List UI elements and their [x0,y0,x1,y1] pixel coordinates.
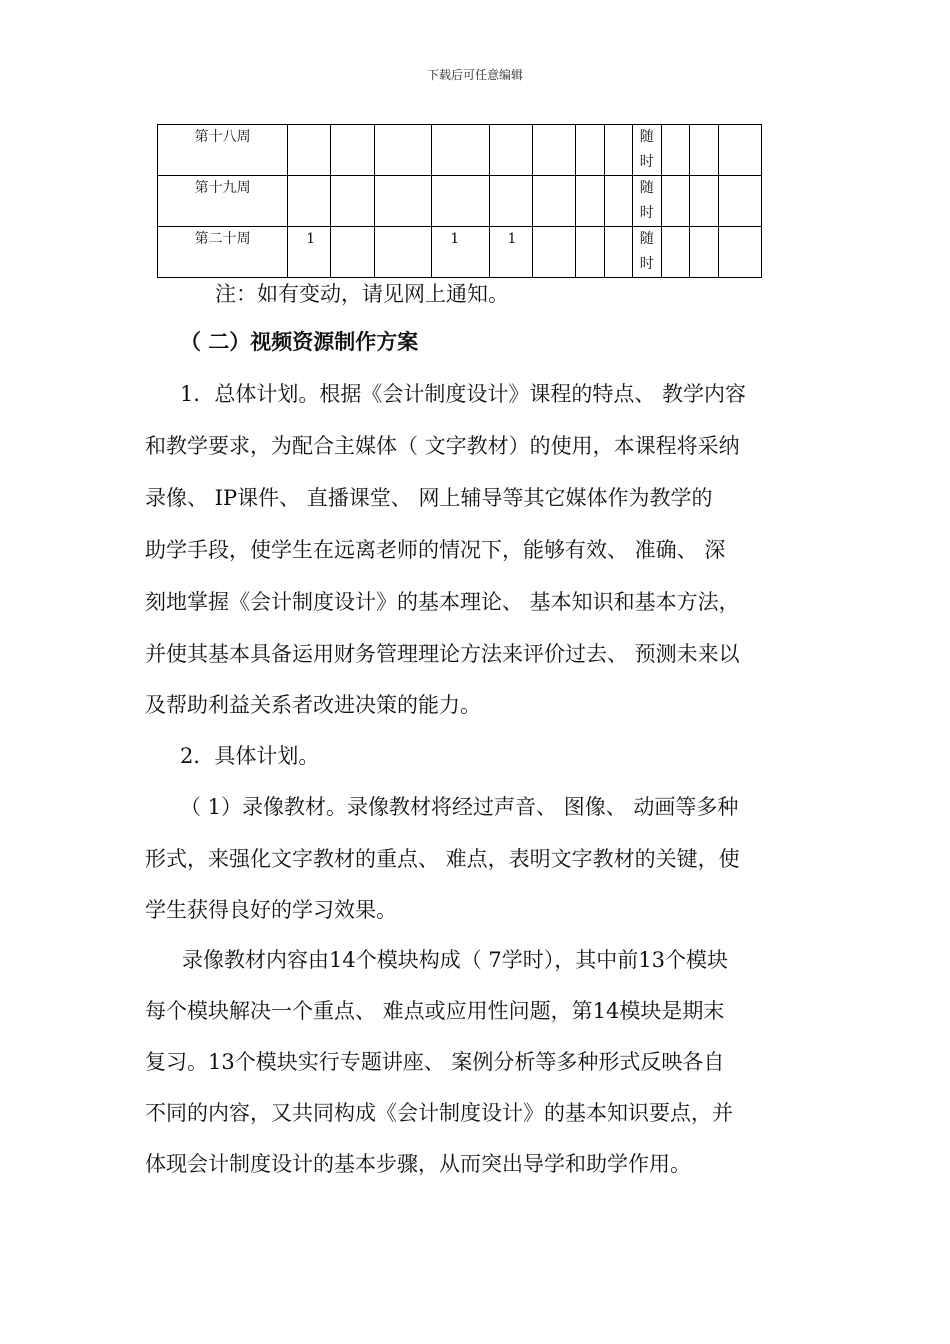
table-cell [604,227,632,278]
week-cell: 第二十周 [158,227,288,278]
table-row [158,125,762,176]
table-cell [689,125,718,176]
body-line: 刻地掌握《会计制度设计》的基本理论、 基本知识和基本方法， [145,590,740,614]
table-cell [718,227,761,278]
table-cell [632,125,661,176]
table-row [158,227,762,278]
table-cell [632,176,661,227]
table-cell [331,227,375,278]
sui-char: 随 [639,180,654,196]
table-cell [689,227,718,278]
table-cell [575,125,604,176]
table-cell [718,176,761,227]
shi-char: 时 [639,205,654,221]
table-cell [375,176,432,227]
week-cell: 第十九周 [158,176,288,227]
section-heading: （ 二）视频资源制作方案 [180,329,419,354]
table-cell [375,125,432,176]
sui-char: 随 [639,129,654,145]
table-cell [604,176,632,227]
table-cell [718,125,761,176]
table-cell [661,176,689,227]
table-cell [604,125,632,176]
table-cell [331,176,375,227]
body-line: 并使其基本具备运用财务管理理论方法来评价过去、 预测未来以 [145,642,740,666]
body-line: 录像教材内容由14个模块构成（ 7学时），其中前13个模块 [182,948,728,972]
table-cell [689,176,718,227]
table-cell [432,176,489,227]
shi-char: 时 [639,154,654,170]
table-row [158,176,762,227]
schedule-table [157,124,762,278]
table-cell [661,125,689,176]
body-line: 复习。13个模块实行专题讲座、 案例分析等多种形式反映各自 [145,1050,725,1074]
body-line: （ 1）录像教材。录像教材将经过声音、 图像、 动画等多种 [180,795,739,819]
body-line: 助学手段，使学生在远离老师的情况下，能够有效、 准确、 深 [145,538,726,562]
table-cell: 1 [432,227,489,278]
table-note: 注：如有变动，请见网上通知。 [215,282,509,306]
table-cell [331,125,375,176]
sui-char: 随 [639,231,654,247]
table-cell: 1 [489,227,532,278]
table-cell [375,227,432,278]
table-cell [575,227,604,278]
body-line: 每个模块解决一个重点、 难点或应用性问题，第14模块是期末 [145,999,725,1023]
table-cell [489,176,532,227]
body-line: 不同的内容，又共同构成《会计制度设计》的基本知识要点，并 [145,1101,733,1125]
table-cell [632,227,661,278]
week-cell: 第十八周 [158,125,288,176]
table-cell [288,176,331,227]
page-header: 下载后可任意编辑 [426,68,523,82]
body-line: 体现会计制度设计的基本步骤，从而突出导学和助学作用。 [145,1152,691,1176]
body-line: 和教学要求，为配合主媒体（ 文字教材）的使用，本课程将采纳 [145,434,740,458]
body-line: 形式，来强化文字教材的重点、 难点，表明文字教材的关键，使 [145,847,740,871]
table-cell [288,125,331,176]
table-cell [661,227,689,278]
body-line: 录像、 IP课件、 直播课堂、 网上辅导等其它媒体作为教学的 [145,486,713,510]
table-cell [532,176,575,227]
shi-char: 时 [639,256,654,272]
body-line: 学生获得良好的学习效果。 [145,898,397,922]
table-cell [532,227,575,278]
table-cell [575,176,604,227]
body-line: 1．总体计划。根据《会计制度设计》课程的特点、 教学内容 [180,382,747,406]
table-cell [489,125,532,176]
table-cell: 1 [288,227,331,278]
table-cell [432,125,489,176]
table-cell [532,125,575,176]
body-line: 2．具体计划。 [180,744,320,768]
body-line: 及帮助利益关系者改进决策的能力。 [145,693,481,717]
